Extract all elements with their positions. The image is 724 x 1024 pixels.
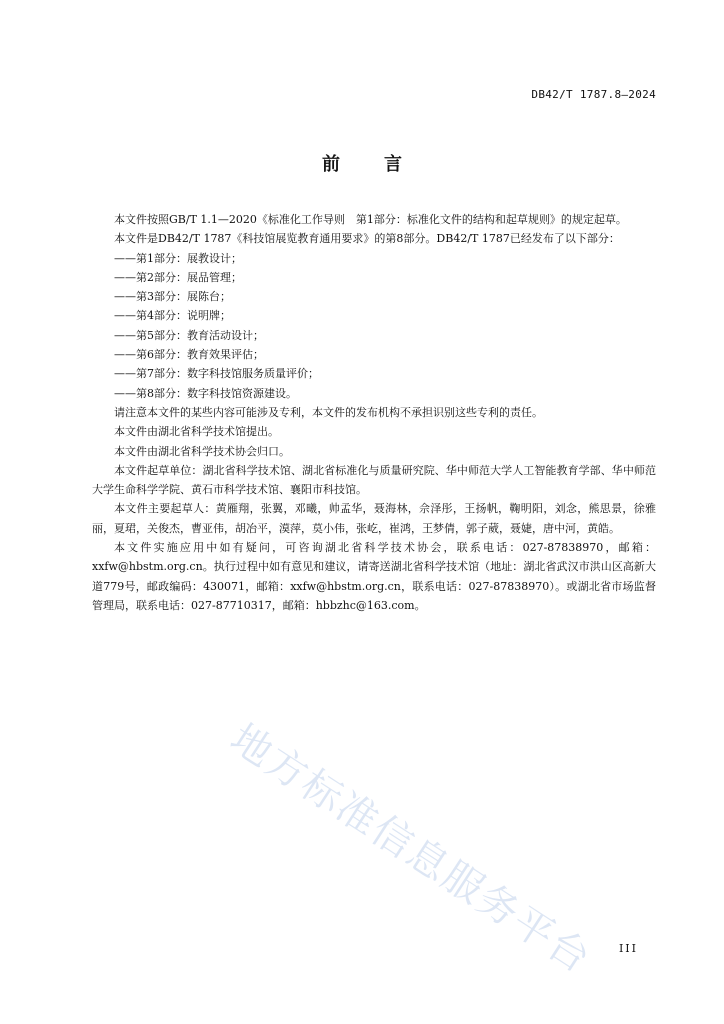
watermark: 地方标准信息服务平台	[222, 715, 600, 983]
paragraph-drafting-rules: 本文件按照GB/T 1.1—2020《标准化工作导则 第1部分：标准化文件的结构和起草规则》的规定起草。	[114, 213, 627, 226]
list-item-part-3: ——第3部分：展陈台；	[114, 290, 231, 304]
paragraph-patent-notice: 请注意本文件的某些内容可能涉及专利，本文件的发布机构不承担识别这些专利的责任。	[114, 405, 543, 419]
list-item-part-6: ——第6部分：教育效果评估；	[114, 348, 264, 362]
document-code: DB42/T 1787.8—2024	[531, 88, 656, 101]
page-number: III	[618, 942, 638, 955]
paragraph-drafters: 本文件主要起草人：黄雁翔，张翼，邓曦，帅孟华，聂海林，佘泽彤，王扬帆，鞠明阳，刘念，熊思景，徐雅丽，夏珺，关俊杰，曹亚伟，胡冶平，漠萍，莫小伟，张屹，崔鸿，王梦倩，郭子葳，聂婕，唐中河，黄皓。	[92, 502, 656, 535]
list-item-part-4: ——第4部分：说明牌；	[114, 309, 231, 323]
list-item-part-1: ——第1部分：展教设计；	[114, 251, 242, 265]
paragraph-drafting-units: 本文件起草单位：湖北省科学技术馆、湖北省标准化与质量研究院、华中师范大学人工智能教育学部、华中师范大学生命科学学院、黄石市科学技术馆、襄阳市科技馆。	[92, 463, 656, 497]
parts-list	[92, 249, 656, 403]
paragraph-contact-info: 本文件实施应用中如有疑问，可咨询湖北省科学技术协会，联系电话：027-87838970，邮箱：xxfw@hbstm.org.cn。执行过程中如有意见和建议，请寄送湖北省科学技术馆（地址：湖北省武汉市洪山区高新大道779号，邮政编码：430071，邮箱：xxfw@hbstm.org.cn，联系电话：027-87838970）。或湖北省市场监督管理局，联系电话：027-87710317，邮箱：hbbzhc@163.com。	[92, 541, 656, 612]
list-item-part-5: ——第5部分：教育活动设计；	[114, 328, 264, 342]
foreword-body	[92, 210, 656, 615]
list-item-part-2: ——第2部分：展品管理；	[114, 270, 242, 284]
list-item-part-8: ——第8部分：数字科技馆资源建设。	[114, 386, 297, 400]
paragraph-series-intro: 本文件是DB42/T 1787《科技馆展览教育通用要求》的第8部分。DB42/T 1787已经发布了以下部分：	[114, 232, 620, 246]
paragraph-proposed-by: 本文件由湖北省科学技术馆提出。	[114, 425, 279, 439]
page-title: 前言	[322, 154, 446, 175]
paragraph-managed-by: 本文件由湖北省科学技术协会归口。	[114, 444, 290, 458]
list-item-part-7: ——第7部分：数字科技馆服务质量评价；	[114, 367, 319, 381]
